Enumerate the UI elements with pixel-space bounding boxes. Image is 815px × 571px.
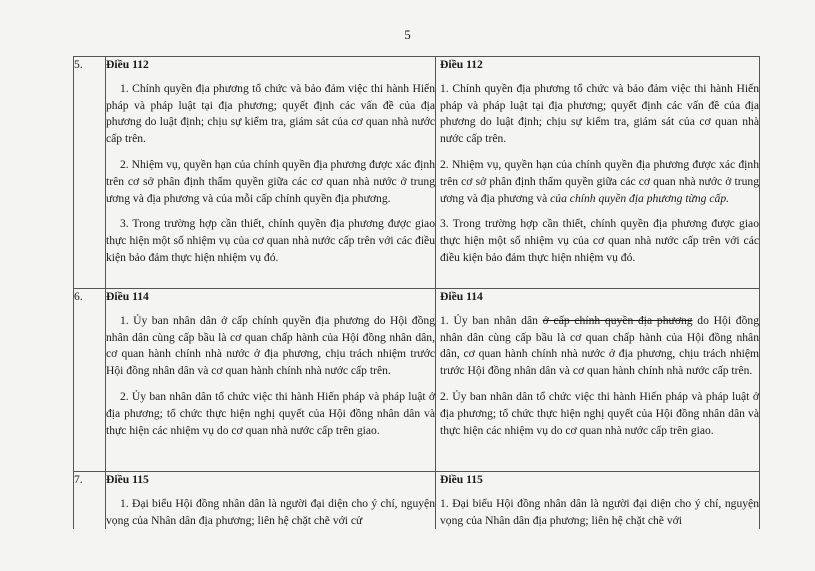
paragraph: 1. Đại biểu Hội đồng nhân dân là người đại diện cho ý chí, nguyện vọng của Nhân dân địa phương; liên hệ chặt chẽ với	[440, 496, 759, 527]
table-row	[74, 57, 760, 289]
paragraph	[440, 157, 759, 207]
article-heading: Điều 115	[106, 473, 149, 486]
paragraph: 1. Chính quyền địa phương tổ chức và bảo đảm việc thi hành Hiến pháp và pháp luật tại địa phương; quyết định các vấn đề của địa phương do luật định; chịu sự kiểm tra, giám sát của cơ quan nhà nước cấp trên.	[440, 81, 759, 146]
paragraph: 3. Trong trường hợp cần thiết, chính quyền địa phương được giao thực hiện một số nhiệm vụ của cơ quan nhà nước cấp trên với các điều kiện bảo đảm thực hiện nhiệm vụ đó.	[440, 217, 759, 264]
amended-text-cell	[436, 472, 760, 530]
paragraph: 1. Chính quyền địa phương tổ chức và bảo đảm việc thi hành Hiến pháp và pháp luật tại địa phương; quyết định các vấn đề của địa phương do luật định; chịu sự kiểm tra, giám sát của cơ quan nhà nước cấp trên.	[106, 81, 435, 146]
table-row	[74, 289, 760, 472]
paragraph-text: do Hội đồng nhân dân cùng cấp bầu là cơ quan chấp hành của Hội đồng nhân dân, cơ quan hành chính nhà nước ở địa phương, chịu trách nhiệm trước Hội đồng nhân dân và cơ quan hành chính nhà nước cấp trên.	[440, 313, 759, 378]
page-number: 5	[404, 27, 411, 42]
article-heading: Điều 112	[106, 58, 149, 71]
paragraph: 1. Ủy ban nhân dân ở cấp chính quyền địa phương do Hội đồng nhân dân cùng cấp bầu là cơ quan chấp hành của Hội đồng nhân dân, cơ quan hành chính nhà nước ở địa phương, chịu trách nhiệm trước Hội đồng nhân dân và cơ quan hành chính nhà nước cấp trên.	[106, 313, 435, 378]
paragraph: 2. Ủy ban nhân dân tổ chức việc thi hành Hiến pháp và pháp luật ở địa phương; tổ chức thực hiện nghị quyết của Hội đồng nhân dân và thực hiện các nhiệm vụ do cơ quan nhà nước cấp trên giao.	[106, 389, 435, 437]
amended-italic-text: của chính quyền địa phương từng cấp.	[550, 191, 730, 205]
paragraph: 1. Đại biểu Hội đồng nhân dân là người đại diện cho ý chí, nguyện vọng của Nhân dân địa phương; liên hệ chặt chẽ với cử	[106, 496, 435, 527]
amended-text-cell	[436, 57, 760, 289]
paragraph: 3. Trong trường hợp cần thiết, chính quyền địa phương được giao thực hiện một số nhiệm vụ của cơ quan nhà nước cấp trên với các điều kiện bảo đảm thực hiện nhiệm vụ đó.	[106, 217, 435, 264]
paragraph-text: 1. Ủy ban nhân dân	[440, 313, 543, 327]
row-number: 7.	[74, 472, 106, 530]
paragraph: 2. Ủy ban nhân dân tổ chức việc thi hành Hiến pháp và pháp luật ở địa phương; tổ chức thực hiện nghị quyết của Hội đồng nhân dân và thực hiện các nhiệm vụ do cơ quan nhà nước cấp trên giao.	[440, 389, 759, 437]
paragraph	[440, 313, 759, 380]
paragraph-text: 2. Nhiệm vụ, quyền hạn của chính quyền địa phương được xác định trên cơ sở phân định thẩm quyền giữa các cơ quan nhà nước ở trung ương và địa phương và	[440, 157, 759, 205]
comparison-table	[73, 56, 760, 529]
article-heading: Điều 112	[440, 58, 483, 71]
amended-text-cell	[436, 289, 760, 472]
current-text-cell	[106, 57, 436, 289]
row-number: 6.	[74, 289, 106, 472]
article-heading: Điều 114	[106, 290, 149, 303]
article-heading: Điều 115	[440, 473, 483, 486]
row-number: 5.	[74, 57, 106, 289]
article-heading: Điều 114	[440, 290, 483, 303]
current-text-cell	[106, 289, 436, 472]
paragraph: 2. Nhiệm vụ, quyền hạn của chính quyền địa phương được xác định trên cơ sở phân định thẩm quyền giữa các cơ quan nhà nước ở trung ương và địa phương và của mỗi cấp chính quyền địa phương.	[106, 157, 435, 205]
current-text-cell	[106, 472, 436, 530]
table-row	[74, 472, 760, 530]
deleted-text: ở cấp chính quyền địa phương	[542, 313, 693, 327]
